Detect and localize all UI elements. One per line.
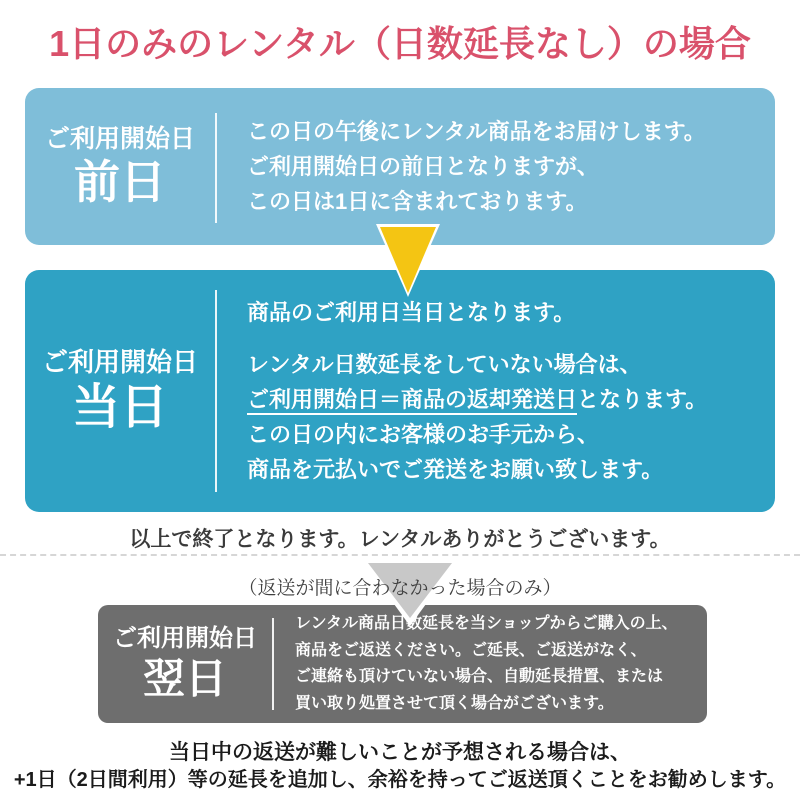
- footer-advice-line2: +1日（2日間利用）等の延長を追加し、余裕を持ってご返送頂くことをお勧めします。: [13, 769, 787, 791]
- step-start-day-text: [215, 270, 707, 512]
- step-day-before-box: [25, 88, 775, 245]
- next-day-label: 翌日: [142, 654, 227, 702]
- closing-note: 以上で終了となります。レンタルありがとうございます。: [129, 528, 671, 551]
- text-line: [247, 382, 707, 417]
- vertical-divider: [215, 113, 217, 223]
- text-line: この日は1日に含まれております。: [247, 189, 588, 214]
- step-day-before-text: [215, 88, 706, 245]
- day-before-label: 前日: [74, 155, 166, 208]
- text-line: 商品を元払いでご発送をお願い致します。: [247, 457, 664, 482]
- step-next-day-label: [98, 605, 272, 723]
- underlined-text: ご利用開始日＝商品の返却発送日: [247, 387, 577, 415]
- exception-note: （返送が間に合わなかった場合のみ）: [238, 578, 562, 599]
- start-date-caption: ご利用開始日: [41, 346, 198, 377]
- page-title: 1日のみのレンタル（日数延長なし）の場合: [49, 23, 751, 64]
- vertical-divider: [272, 618, 274, 710]
- dashed-divider: [0, 554, 800, 556]
- step-day-before-label: [25, 88, 215, 245]
- text-fragment: となります。: [577, 387, 708, 412]
- step-start-day-label: [25, 270, 215, 512]
- step-start-day-box: [25, 270, 775, 512]
- text-line: レンタル商品日数延長を当ショップからご購入の上、: [295, 615, 678, 632]
- step-next-day-text: [272, 605, 678, 723]
- start-day-label: 当日: [71, 380, 168, 434]
- vertical-divider: [215, 290, 217, 492]
- text-line: この日の内にお客様のお手元から、: [247, 422, 600, 447]
- text-line: レンタル日数延長をしていない場合は、: [247, 352, 642, 377]
- start-date-caption: ご利用開始日: [44, 124, 195, 153]
- text-line: ご利用開始日の前日となりますが、: [247, 154, 600, 179]
- start-date-caption: ご利用開始日: [113, 625, 257, 653]
- down-arrow-icon: [380, 227, 436, 293]
- footer-advice-line1: 当日中の返送が難しいことが予想される場合は、: [169, 741, 631, 764]
- text-line: 買い取り処置させて頂く場合がございます。: [295, 694, 614, 712]
- text-line: 商品のご利用日当日となります。: [247, 300, 576, 325]
- text-line: この日の午後にレンタル商品をお届けします。: [247, 119, 706, 144]
- text-line: ご連絡も頂けていない場合、自動延長措置、または: [295, 668, 664, 685]
- text-line: 商品をご返送ください。ご延長、ご返送がなく、: [295, 641, 647, 659]
